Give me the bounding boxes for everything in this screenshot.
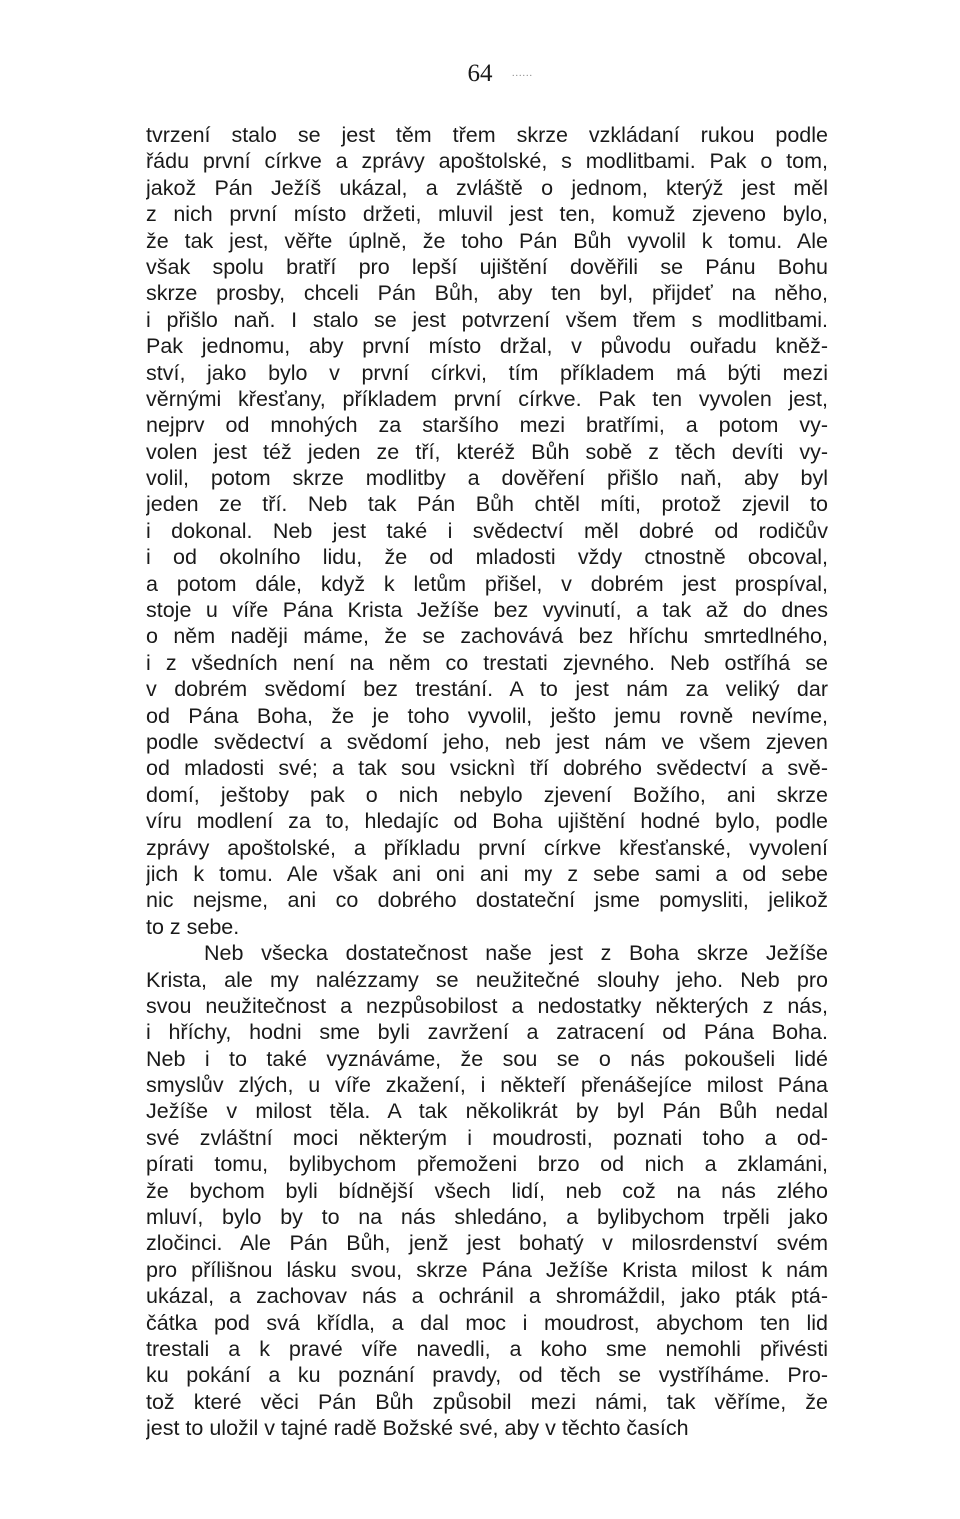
text-line: svou neužitečnost a nezpůsobilost a nedostatky některých z nás, (146, 993, 828, 1018)
text-line: věrnými křesťany, příkladem první církve. Pak ten vyvolen jest, (146, 386, 828, 411)
body-text (146, 122, 828, 1442)
text-line: pro přílišnou lásku svou, skrze Pána Ježíše Krista milost k nám (146, 1257, 828, 1282)
text-line: čátka pod svá křídla, a dal moc i moudrost, abychom ten lid (146, 1310, 828, 1335)
text-line: mluví, bylo by to na nás shledáno, a bylibychom trpěli jako (146, 1205, 828, 1230)
text-line: své zvláštní moci některým i moudrosti, poznati toho a od- (146, 1125, 828, 1150)
text-line: Neb všecka dostatečnost naše jest z Boha skrze Ježíše (204, 941, 828, 966)
text-line: a potom dále, když k letům přišel, v dobrém jest prospíval, (146, 571, 828, 596)
text-line: to z sebe. (146, 914, 240, 939)
text-line: v dobrém svědomí bez trestání. A to jest nám za veliký dar (146, 677, 828, 702)
text-line: zprávy apoštolské, a příkladu první církve křesťanské, vyvolení (146, 835, 828, 860)
text-line: od mladosti své; a tak sou vsicknì tří dobrého svědectví a svě- (146, 756, 828, 781)
text-line: nejprv od mnohých za staršího mezi bratřími, a potom vy- (146, 413, 828, 438)
text-line: i dokonal. Neb jest také i svědectví měl dobré od rodičův (146, 518, 828, 543)
text-line: Ježíše v milost těla. A tak několikrát by byl Pán Bůh nedal (146, 1099, 828, 1124)
text-line: i přišlo naň. I stalo se jest potvrzení všem třem s modlitbami. (146, 307, 828, 332)
text-line: Neb i to také vyznáváme, že sou se o nás pokoušeli lidé (146, 1046, 828, 1071)
text-line: že tak jest, věřte úplně, že toho Pán Bůh vyvolil k tomu. Ale (146, 228, 828, 253)
paragraph (146, 122, 828, 940)
text-line: pírati tomu, bylibychom přemoženi brzo od nich a zklamáni, (146, 1152, 828, 1177)
text-line: jich k tomu. Ale však ani oni ani my z sebe sami a od sebe (146, 861, 828, 886)
text-line: volil, potom skrze modlitby a dověření přišlo naň, aby byl (146, 466, 828, 491)
text-line: tož které věci Pán Bůh způsobil mezi námi, tak věříme, že (146, 1389, 828, 1414)
page-number-text: 64 (467, 60, 493, 87)
text-line: ukázal, a zachovav nás a ochránil a shromáždil, jako pták ptá- (146, 1284, 828, 1309)
text-line: podle svědectví a svědomí jeho, neb jest nám ve všem zjeven (146, 729, 828, 754)
page-number (0, 58, 960, 90)
page-number-dots: ...... (512, 68, 533, 79)
text-line: řádu první církve a zprávy apoštolské, s modlitbami. Pak o tom, (146, 149, 828, 174)
text-line: jest to uložil v tajné radě Božské své, aby v těchto časích (146, 1416, 689, 1441)
text-line: smyslův zlých, u víře zkažení, i někteří přenášejíce milost Pána (146, 1073, 828, 1098)
text-line: volen jest též jeden ze tří, kteréž Bůh sobě z těch devíti vy- (146, 439, 828, 464)
text-line: trestali a k pravé víře navedli, a koho sme nemohli přivésti (146, 1336, 828, 1361)
text-line: jeden ze tří. Neb tak Pán Bůh chtěl míti, protož zjevil to (146, 492, 828, 517)
paragraph (146, 940, 828, 1441)
text-line: i z všedních není na něm co trestati zjevného. Neb ostříhá se (146, 650, 828, 675)
text-line: jakož Pán Ježíš ukázal, a zvláště o jednom, kterýž jest měl (146, 175, 828, 200)
text-line: ku pokání a ku poznání pravdy, od těch se vystříháme. Pro- (146, 1363, 828, 1388)
text-line: že bychom byli bídnější všech lidí, neb což na nás zlého (146, 1178, 828, 1203)
text-line: domí, ještoby pak o nich nebylo zjevení Božího, ani skrze (146, 782, 828, 807)
text-line: stoje u víře Pána Krista Ježíše bez vyvinutí, a tak až do dnes (146, 598, 828, 623)
text-line: i od okolního lidu, že od mladosti vždy ctnostně obcoval, (146, 545, 828, 570)
text-line: ství, jako bylo v první církvi, tím příkladem má býti mezi (146, 360, 828, 385)
text-line: však spolu bratří pro lepší ujištění dověřili se Pánu Bohu (146, 254, 828, 279)
text-line: o něm naději máme, že se zachovává bez hříchu smrtedlného, (146, 624, 828, 649)
text-line: od Pána Boha, že je toho vyvolil, ješto jemu rovně nevíme, (146, 703, 828, 728)
text-line: z nich první místo držeti, mluvil jest ten, komuž zjeveno bylo, (146, 202, 828, 227)
text-line: zločinci. Ale Pán Bůh, jenž jest bohatý v milosrdenství svém (146, 1231, 828, 1256)
text-line: víru modlení za to, hledajíc od Boha ujištění hodné bylo, podle (146, 809, 828, 834)
text-line: i hříchy, hodni sme byli zavržení a zatracení od Pána Boha. (146, 1020, 828, 1045)
text-line: Krista, ale my nalézzamy se neužitečné slouhy jeho. Neb pro (146, 967, 828, 992)
text-line: tvrzení stalo se jest těm třem skrze vzkládaní rukou podle (146, 123, 828, 147)
text-line: Pak jednomu, aby první místo držal, v původu ouřadu kněž- (146, 334, 828, 359)
text-line: skrze prosby, chceli Pán Bůh, aby ten byl, přijdeť na něho, (146, 281, 828, 306)
text-line: nic nejsme, ani co dobrého dostateční jsme pomysliti, jelikož (146, 888, 828, 913)
